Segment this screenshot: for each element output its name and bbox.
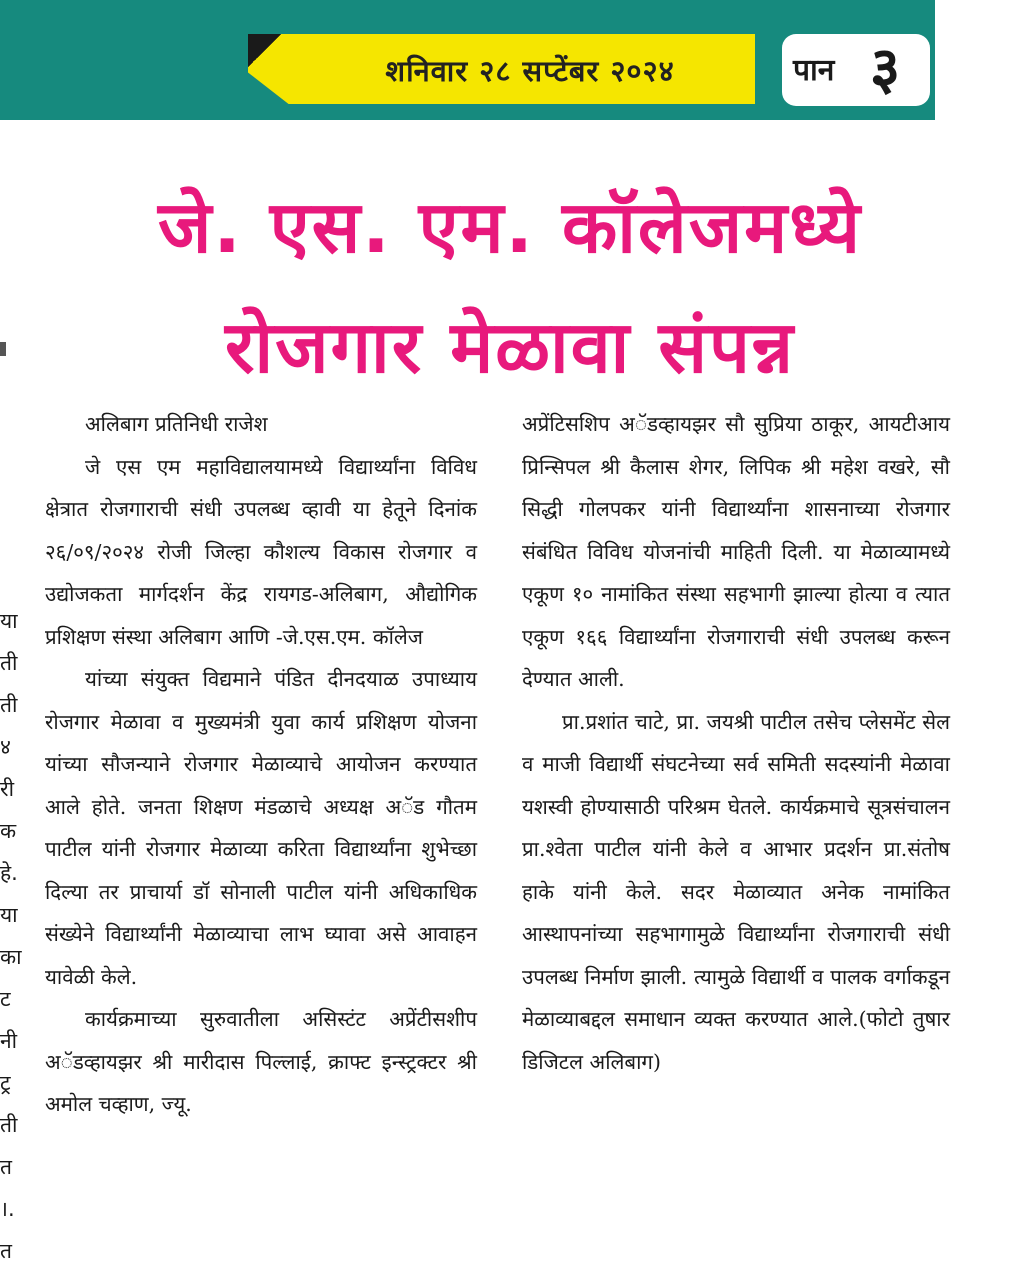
fragment: ४ bbox=[0, 735, 11, 759]
fragment: ट bbox=[0, 987, 11, 1011]
paragraph: जे एस एम महाविद्यालयामध्ये विद्यार्थ्यांना विविध क्षेत्रात रोजगाराची संधी उपलब्ध व्हावी या हेतूने दिनांक २६/०९/२०२४ रोजी जिल्हा कौशल्य विकास रोजगार व उद्योजकता मार्गदर्शन केंद्र रायगड-अलिबाग, औद्योगिक प्रशिक्षण संस्था अलिबाग आणि -जे.एस.एम. कॉलेज bbox=[45, 454, 477, 649]
paragraph: कार्यक्रमाच्या सुरुवातीला असिस्टंट अप्रेंटीसशीप अॅडव्हायझर श्री मारीदास पिल्लाई, क्राफ्ट इन्स्ट्रक्टर श्री अमोल चव्हाण, ज्यू. bbox=[45, 1007, 477, 1116]
page-number: ३ bbox=[870, 34, 901, 102]
fragment: या bbox=[0, 609, 18, 633]
headline-line-2: रोजगार मेळावा संपन्न bbox=[225, 305, 795, 389]
fragment: ती bbox=[0, 693, 18, 717]
paragraph: यांच्या संयुक्त विद्यमाने पंडित दीनदयाळ उपाध्याय रोजगार मेळावा व मुख्यमंत्री युवा कार्य प्रशिक्षण योजना यांच्या सौजन्याने रोजगार मेळाव्याचे आयोजन करण्यात आले होते. जनता शिक्षण मंडळाचे अध्यक्ष अॅड गौतम पाटील यांनी रोजगार मेळाव्या करिता विद्यार्थ्यांना शुभेच्छा दिल्या तर प्राचार्या डॉ सोनाली पाटील यांनी अधिकाधिक संख्येने विद्यार्थ्यांनी मेळाव्याचा लाभ घ्यावा असे आवाहन यावेळी केले. bbox=[45, 667, 477, 989]
fragment: हे. bbox=[0, 861, 18, 885]
fragment: त bbox=[0, 1155, 12, 1179]
fragment: त bbox=[0, 1239, 12, 1263]
fragment: नी bbox=[0, 1029, 18, 1053]
fragment: ट्र bbox=[0, 1071, 11, 1095]
fragment: री bbox=[0, 777, 15, 801]
fragment: ।. bbox=[0, 1197, 15, 1221]
fragment: या bbox=[0, 903, 18, 927]
paragraph: अप्रेंटिसशिप अॅडव्हायझर सौ सुप्रिया ठाकूर, आयटीआय प्रिन्सिपल श्री कैलास शेगर, लिपिक श्री महेश वखरे, सौ सिद्धी गोलपकर यांनी विद्यार्थ्यांना शासनाच्या रोजगार संबंधित विविध योजनांची माहिती दिली. या मेळाव्यामध्ये एकूण १० नामांकित संस्था सहभागी झाल्या होत्या व त्यात एकूण १६६ विद्यार्थ्यांना रोजगाराची संधी उपलब्ध करून देण्यात आली. bbox=[522, 412, 950, 691]
fragment: ती bbox=[0, 651, 18, 675]
adjacent-column-fragments bbox=[0, 600, 22, 1280]
column-marker bbox=[0, 342, 6, 356]
page-label: पान bbox=[793, 53, 835, 88]
fragment: का bbox=[0, 945, 22, 969]
article-column-left bbox=[45, 403, 477, 1126]
article-column-right bbox=[522, 403, 950, 1083]
paragraph: प्रा.प्रशांत चाटे, प्रा. जयश्री पाटील तसेच प्लेसमेंट सेल व माजी विद्यार्थी संघटनेच्या सर्व समिती सदस्यांनी मेळावा यशस्वी होण्यासाठी परिश्रम घेतले. कार्यक्रमाचे सूत्रसंचालन प्रा.श्वेता पाटील यांनी केले व आभार प्रदर्शन प्रा.संतोष हाके यांनी केले. सदर मेळाव्यात अनेक नामांकित आस्थापनांच्या सहभागामुळे विद्यार्थ्यांना रोजगाराची संधी उपलब्ध निर्माण झाली. त्यामुळे विद्यार्थी व पालक वर्गाकडून मेळाव्याबद्दल समाधान व्यक्त करण्यात आले.(फोटो तुषार डिजिटल अलिबाग) bbox=[522, 709, 950, 1074]
fragment: क bbox=[0, 819, 17, 843]
byline: अलिबाग प्रतिनिधी राजेश bbox=[85, 412, 268, 436]
issue-date: शनिवार २८ सप्टेंबर २०२४ bbox=[385, 54, 675, 88]
fragment: ती bbox=[0, 1113, 18, 1137]
headline-line-1: जे. एस. एम. कॉलेजमध्ये bbox=[157, 185, 863, 269]
